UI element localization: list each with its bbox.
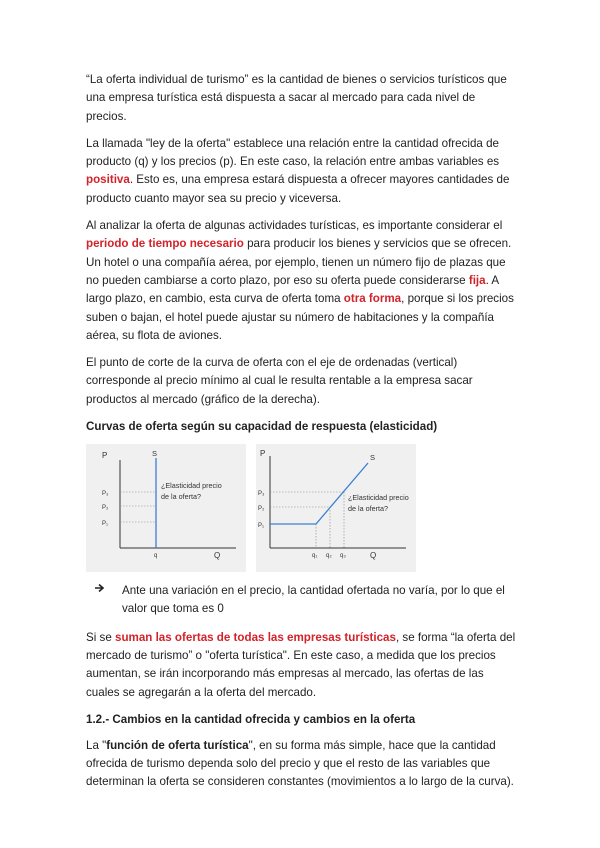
- chart-inelastic-svg: [86, 444, 246, 572]
- annotation-line-2: de la oferta?: [348, 504, 388, 514]
- tick-p3: P₃: [102, 491, 109, 498]
- paragraph-punto-corte: El punto de corte de la curva de oferta con el eje de ordenadas (vertical) corresponde al precio mínimo al cual le resulta rentable a la empresa sacar productos al mercado (gráfico de la derecha).: [86, 356, 473, 406]
- tick-p1: P₁: [258, 523, 265, 530]
- paragraph-mercado: [86, 629, 516, 702]
- chart-elastic-svg: [256, 444, 416, 572]
- highlight-fija: fija: [468, 273, 486, 287]
- bullet-item: [94, 582, 516, 619]
- x-axis-label: Q: [214, 551, 221, 561]
- paragraph-periodo: [86, 217, 516, 345]
- text-span: Si se: [86, 630, 115, 644]
- text-span: La llamada "ley de la oferta" establece una relación entre la cantidad ofrecida de producto (q) y los precios (p). En este caso, la relación entre ambas variables es: [86, 136, 500, 169]
- text-span: La ": [86, 738, 107, 752]
- paragraph-definition: “La oferta individual de turismo” es la cantidad de bienes o servicios turísticos que una empresa turística está dispuesta a sacar al mercado para cada nivel de precios.: [86, 73, 507, 123]
- tick-p3: P₃: [258, 491, 265, 498]
- charts-figure: [86, 444, 516, 572]
- tick-p2: P₂: [102, 505, 109, 512]
- bold-funcion: función de oferta turística: [106, 738, 249, 752]
- text-span: Al analizar la oferta de algunas actividades turísticas, es importante considerar el: [86, 219, 503, 233]
- tick-p2: P₂: [258, 506, 265, 513]
- tick-p1: P₁: [102, 521, 109, 528]
- text-span: . A largo plazo, en cambio, esta curva de oferta toma: [86, 273, 499, 306]
- text-span: , se forma “la oferta del mercado de turismo” o "oferta turística". En este caso, a medida que los precios aumentan, se irán incorporando más empresas al mercado, las ofertas de las cuales se agregarán a la oferta del mercado.: [86, 630, 516, 699]
- paragraph-funcion: [86, 737, 516, 792]
- y-axis-label: P: [260, 449, 266, 459]
- highlight-periodo: periodo de tiempo necesario: [86, 237, 244, 251]
- section-heading: 1.2.- Cambios en la cantidad ofrecida y cambios en la oferta: [86, 712, 416, 726]
- tick-q1: q₁: [312, 553, 318, 560]
- highlight-otra-forma: otra forma: [343, 292, 402, 306]
- text-span: ", en su forma más simple, hace que la cantidad ofrecida de turismo dependa solo del precio y que el resto de las variables que determinan la oferta se consideren constantes (movimientos a lo largo de la curva).: [86, 738, 514, 789]
- annotation-line-2: de la oferta?: [161, 492, 201, 502]
- arrow-right-icon: [94, 582, 106, 600]
- chart-inelastic: [86, 444, 246, 572]
- tick-q: q: [154, 553, 158, 560]
- tick-q3: q₃: [340, 553, 346, 560]
- x-axis-label: Q: [370, 551, 377, 561]
- curve-label-s: S: [152, 449, 158, 459]
- bullet-text: Ante una variación en el precio, la cantidad ofertada no varía, por lo que el valor que toma es 0: [122, 584, 505, 616]
- text-span: para producir los bienes y servicios que se ofrecen. Un hotel o una compañía aérea, por ejemplo, tienen un número fijo de plazas que no pueden cambiarse a corto plazo, por eso su oferta puede considerarse: [86, 237, 512, 287]
- y-axis-label: P: [102, 451, 108, 461]
- tick-q2: q₂: [326, 553, 332, 560]
- annotation-line-1: ¿Elasticidad precio: [348, 493, 409, 503]
- annotation-line-1: ¿Elasticidad precio: [161, 481, 222, 491]
- highlight-suman: suman las ofertas de todas las empresas turísticas: [115, 630, 396, 644]
- chart-heading: Curvas de oferta según su capacidad de respuesta (elasticidad): [86, 420, 438, 434]
- curve-label-s: S: [370, 453, 376, 463]
- document-page: [86, 71, 516, 801]
- paragraph-ley-oferta: [86, 135, 516, 208]
- text-span: , porque si los precios suben o bajan, el hotel puede ajustar su número de habitaciones y la compañía aérea, su flota de aviones.: [86, 292, 514, 342]
- chart-elastic: [256, 444, 416, 572]
- highlight-positiva: positiva: [86, 173, 130, 187]
- text-span: . Esto es, una empresa estará dispuesta a ofrecer mayores cantidades de producto cuanto mayor sea su precio y viceversa.: [86, 173, 510, 205]
